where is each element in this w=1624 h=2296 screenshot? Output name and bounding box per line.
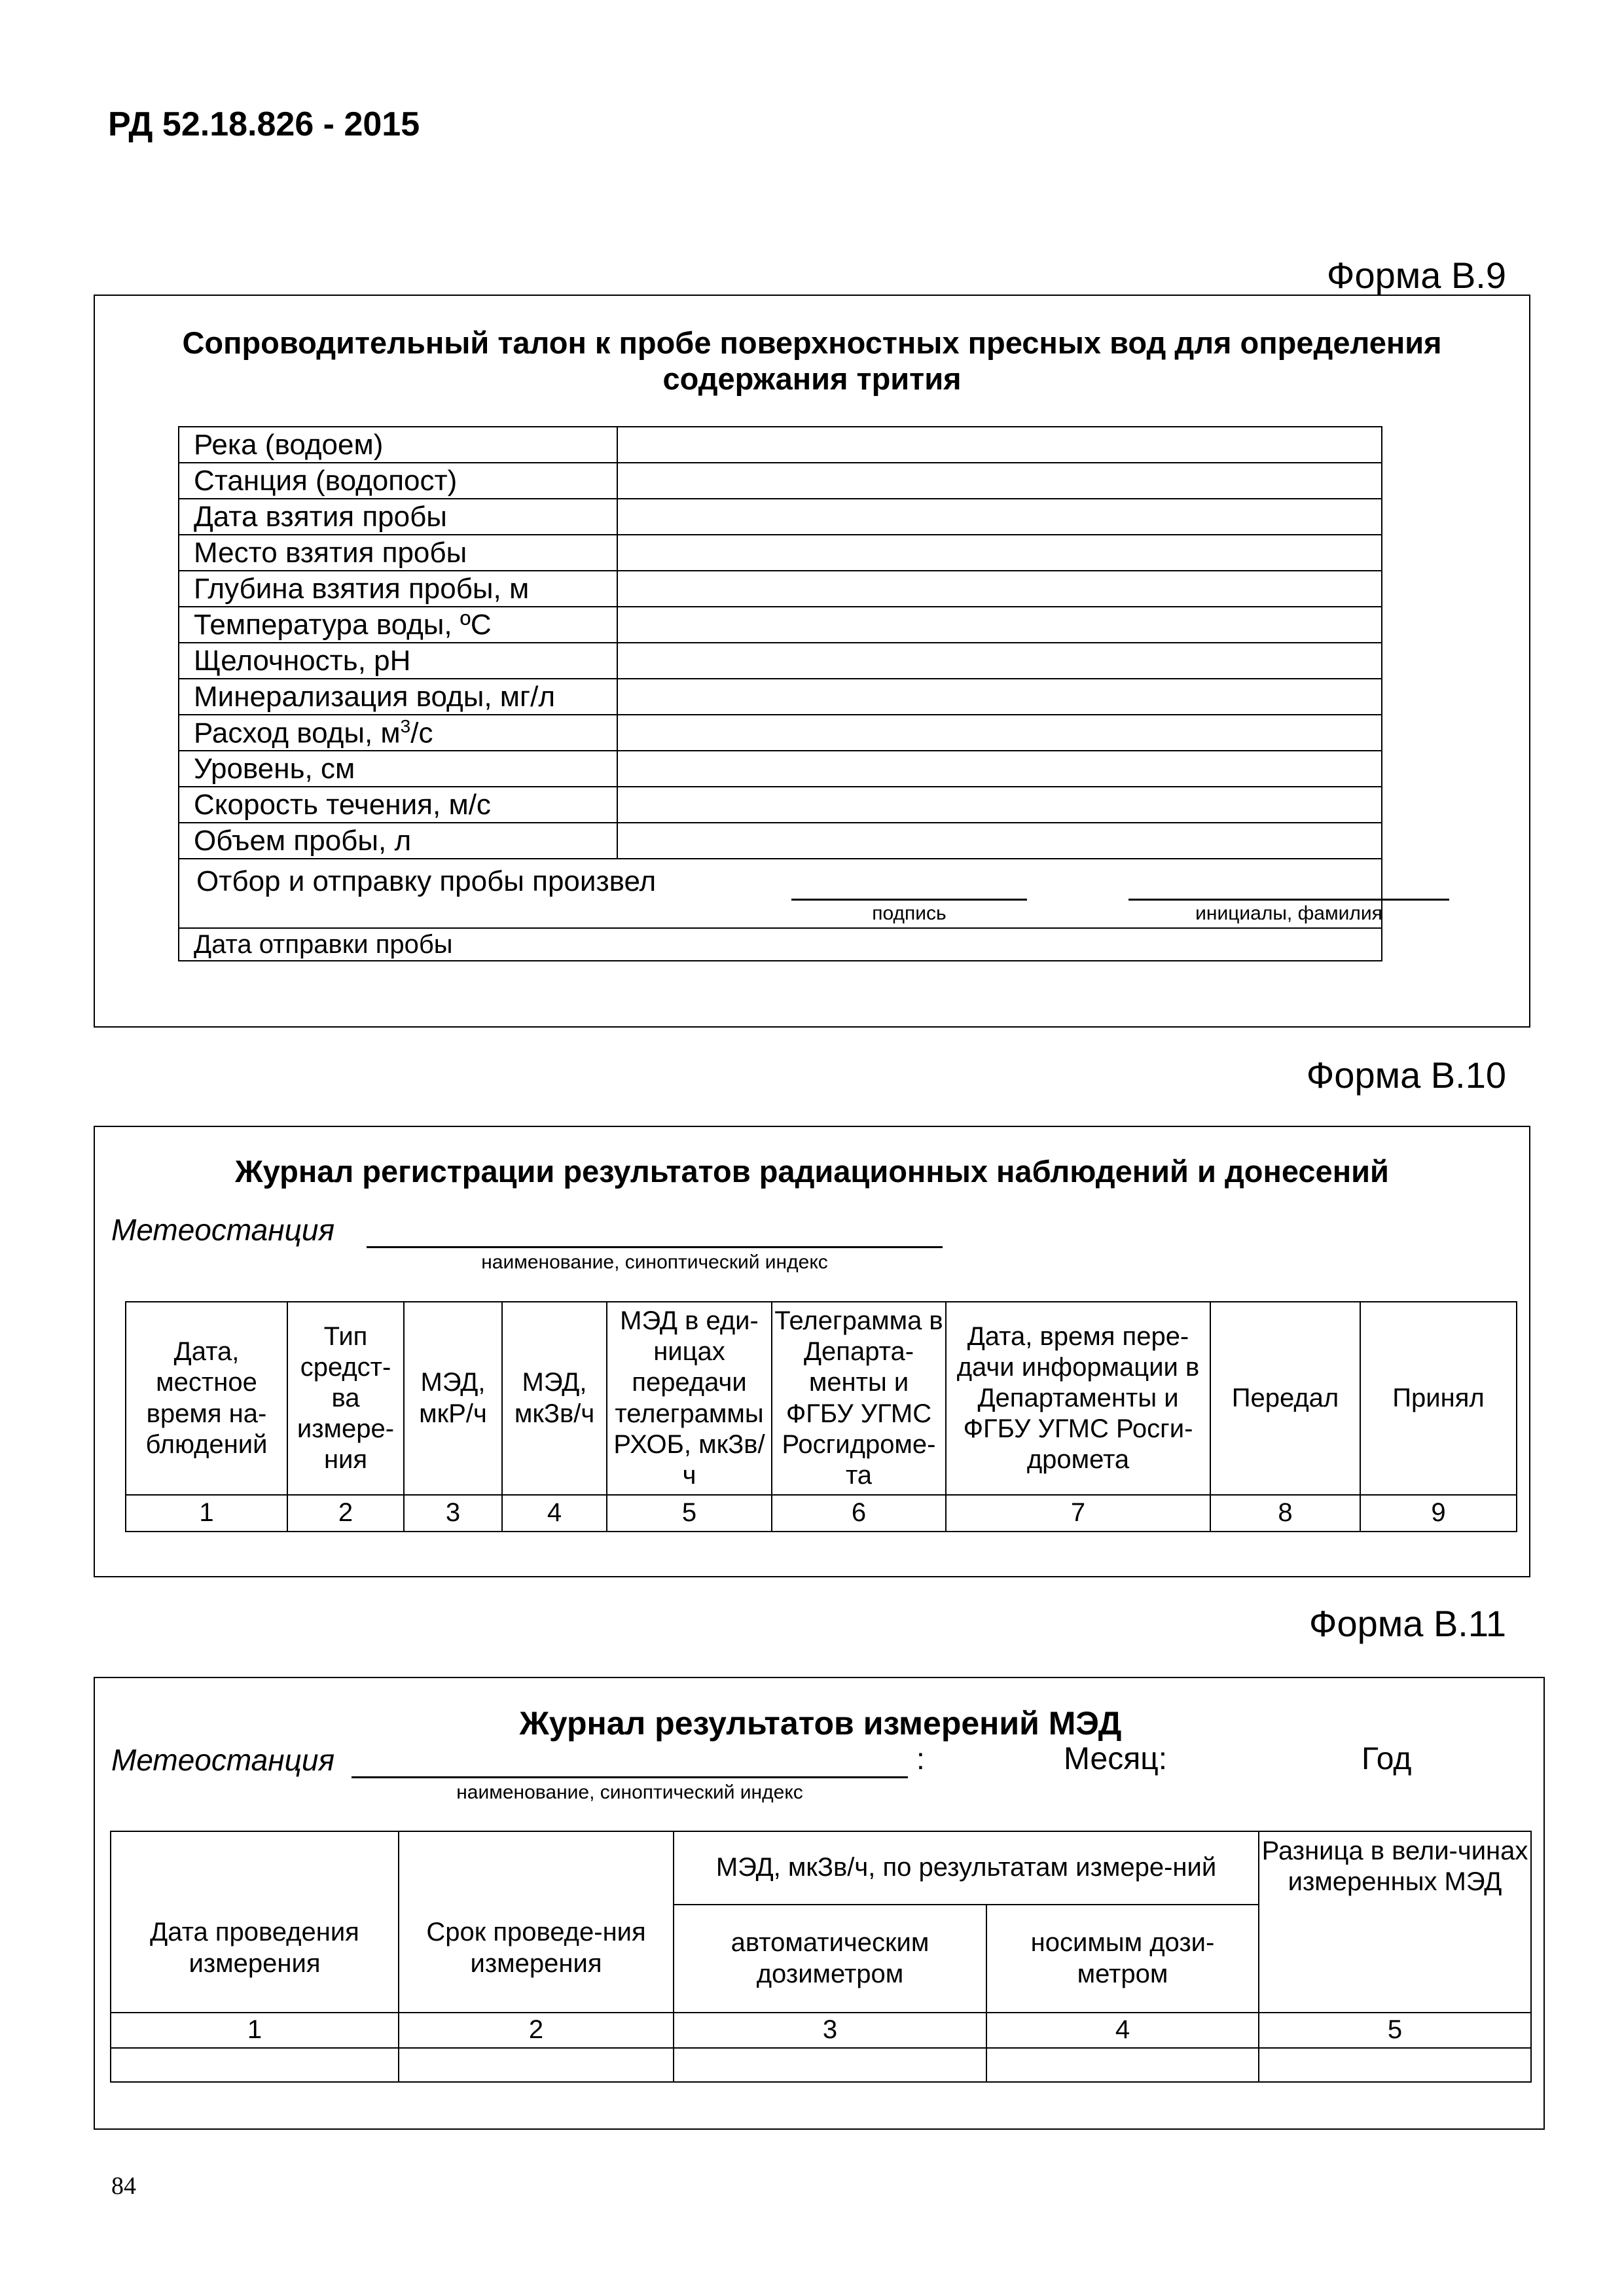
form-b11-station-line[interactable] bbox=[352, 1776, 908, 1778]
form-b9-row-value[interactable] bbox=[617, 751, 1382, 787]
form-b9-row-label: Место взятия пробы bbox=[179, 535, 617, 571]
form-b9-row-value[interactable] bbox=[617, 607, 1382, 643]
form-b11-colon: : bbox=[916, 1742, 925, 1776]
col-header: Тип средст-ва измере-ния bbox=[287, 1302, 404, 1495]
col-header-date: Дата проведения измерения bbox=[111, 1831, 399, 2013]
form-b11-header-row-1 bbox=[111, 1831, 1531, 1905]
form-b9-row-value[interactable] bbox=[617, 823, 1382, 859]
col-header: Телеграмма в Департа-менты и ФГБУ УГМС Росгидромe-та bbox=[772, 1302, 946, 1495]
col-header: Принял bbox=[1360, 1302, 1517, 1495]
col-number: 6 bbox=[772, 1495, 946, 1532]
signature-line[interactable] bbox=[791, 899, 1027, 901]
form-b9-title-line1: Сопроводительный талон к пробе поверхностных пресных вод для определения bbox=[182, 325, 1442, 360]
col-number: 5 bbox=[607, 1495, 772, 1532]
form-b9-row bbox=[179, 715, 1382, 751]
col-header: МЭД в еди-ницах передачи телеграммы РХОБ, мкЗв/ч bbox=[607, 1302, 772, 1495]
form-b11-number-row bbox=[111, 2013, 1531, 2048]
col-header-term: Срок проведе-ния измерения bbox=[399, 1831, 674, 2013]
col-header-group: МЭД, мкЗв/ч, по результатам измере-ний bbox=[674, 1831, 1259, 1905]
flow-suffix: /с bbox=[410, 717, 433, 749]
col-header-diff: Разница в вели-чинах измеренных МЭД bbox=[1259, 1831, 1531, 2013]
form-b11-frame bbox=[94, 1677, 1545, 2130]
form-b9-row-label: Уровень, см bbox=[179, 751, 617, 787]
form-b10-title: Журнал регистрации результатов радиационных наблюдений и донесений bbox=[235, 1154, 1389, 1189]
form-b9-row-label: Температура воды, ºС bbox=[179, 607, 617, 643]
form-b9-row bbox=[179, 427, 1382, 463]
form-b9-title bbox=[95, 325, 1529, 397]
document-header: РД 52.18.826 - 2015 bbox=[108, 105, 420, 143]
form-b9-send-date-row bbox=[179, 928, 1382, 961]
form-b10-frame bbox=[94, 1126, 1530, 1577]
col-number: 4 bbox=[502, 1495, 607, 1532]
form-b10-label: Форма В.10 bbox=[1306, 1054, 1506, 1096]
col-number: 2 bbox=[399, 2013, 674, 2048]
form-b9-row bbox=[179, 679, 1382, 715]
form-b9-row-value[interactable] bbox=[617, 715, 1382, 751]
empty-cell[interactable] bbox=[986, 2048, 1259, 2082]
col-number: 9 bbox=[1360, 1495, 1517, 1532]
form-b9-row-value[interactable] bbox=[617, 499, 1382, 535]
form-b9-label: Форма В.9 bbox=[1326, 255, 1506, 296]
form-b9-row-label: Объем пробы, л bbox=[179, 823, 617, 859]
col-header: Передал bbox=[1210, 1302, 1360, 1495]
form-b9-row bbox=[179, 643, 1382, 679]
form-b9-sender-row bbox=[179, 859, 1382, 928]
col-header: Дата, местное время на-блюдений bbox=[126, 1302, 287, 1495]
form-b11-table bbox=[110, 1831, 1532, 2083]
form-b9-row bbox=[179, 499, 1382, 535]
form-b9-row-value[interactable] bbox=[617, 571, 1382, 607]
form-b10-number-row bbox=[126, 1495, 1517, 1532]
form-b9-table bbox=[178, 426, 1382, 961]
form-b9-row bbox=[179, 463, 1382, 499]
col-number: 5 bbox=[1259, 2013, 1531, 2048]
form-b9-row-label: Щелочность, pH bbox=[179, 643, 617, 679]
form-b9-row-value[interactable] bbox=[617, 427, 1382, 463]
col-number: 8 bbox=[1210, 1495, 1360, 1532]
form-b9-row bbox=[179, 571, 1382, 607]
flow-superscript: 3 bbox=[400, 716, 411, 737]
initials-line[interactable] bbox=[1128, 899, 1449, 901]
col-number: 7 bbox=[946, 1495, 1210, 1532]
form-b9-row bbox=[179, 535, 1382, 571]
col-header-auto: автоматическим дозиметром bbox=[674, 1905, 986, 2013]
form-b10-station-label: Метеостанция bbox=[111, 1213, 335, 1247]
form-b9-row-label: Глубина взятия пробы, м bbox=[179, 571, 617, 607]
col-header: Дата, время пере-дачи информации в Департаменты и ФГБУ УГМС Росги-дромета bbox=[946, 1302, 1210, 1495]
form-b11-label: Форма В.11 bbox=[1308, 1603, 1506, 1644]
form-b10-table bbox=[125, 1301, 1517, 1532]
month-label: Месяц: bbox=[1064, 1742, 1168, 1776]
page-number: 84 bbox=[111, 2172, 136, 2200]
col-header: МЭД, мкЗв/ч bbox=[502, 1302, 607, 1495]
form-b9-frame bbox=[94, 295, 1530, 1028]
form-b9-row-value[interactable] bbox=[617, 787, 1382, 823]
form-b9-row-label: Дата взятия пробы bbox=[179, 499, 617, 535]
form-b11-station-caption: наименование, синоптический индекс bbox=[456, 1782, 803, 1803]
form-b9-row-label: Река (водоем) bbox=[179, 427, 617, 463]
form-b9-row bbox=[179, 823, 1382, 859]
form-b9-sender-cell bbox=[179, 859, 1382, 928]
form-b11-station-label: Метеостанция bbox=[111, 1743, 335, 1777]
flow-label: Расход воды, м bbox=[194, 717, 401, 749]
form-b9-row bbox=[179, 751, 1382, 787]
initials-caption: инициалы, фамилия bbox=[1195, 903, 1382, 924]
col-number: 1 bbox=[111, 2013, 399, 2048]
form-b11-title: Журнал результатов измерений МЭД bbox=[519, 1705, 1122, 1742]
empty-cell[interactable] bbox=[111, 2048, 399, 2082]
form-b10-station-line[interactable] bbox=[367, 1246, 943, 1248]
col-header: МЭД, мкР/ч bbox=[404, 1302, 502, 1495]
empty-cell[interactable] bbox=[1259, 2048, 1531, 2082]
empty-cell[interactable] bbox=[674, 2048, 986, 2082]
send-date-label: Дата отправки пробы bbox=[179, 928, 1382, 961]
col-number: 1 bbox=[126, 1495, 287, 1532]
year-label: Год bbox=[1362, 1742, 1412, 1776]
form-b9-row-value[interactable] bbox=[617, 679, 1382, 715]
col-header-portable: носимым дози-метром bbox=[986, 1905, 1259, 2013]
form-b9-row-label: Минерализация воды, мг/л bbox=[179, 679, 617, 715]
col-number: 2 bbox=[287, 1495, 404, 1532]
empty-cell[interactable] bbox=[399, 2048, 674, 2082]
col-number: 4 bbox=[986, 2013, 1259, 2048]
form-b9-row-label: Скорость течения, м/с bbox=[179, 787, 617, 823]
form-b9-row-label: Станция (водопост) bbox=[179, 463, 617, 499]
col-number: 3 bbox=[404, 1495, 502, 1532]
form-b9-row-value[interactable] bbox=[617, 535, 1382, 571]
signature-caption: подпись bbox=[872, 903, 947, 924]
form-b11-empty-row bbox=[111, 2048, 1531, 2082]
form-b9-row bbox=[179, 607, 1382, 643]
sender-label: Отбор и отправку пробы произвел bbox=[196, 865, 657, 897]
form-b9-row-value[interactable] bbox=[617, 463, 1382, 499]
form-b10-station-caption: наименование, синоптический индекс bbox=[481, 1251, 828, 1273]
col-number: 3 bbox=[674, 2013, 986, 2048]
form-b9-row bbox=[179, 787, 1382, 823]
form-b9-title-line2: содержания трития bbox=[662, 361, 962, 397]
form-b9-row-label bbox=[179, 715, 617, 751]
form-b10-header-row bbox=[126, 1302, 1517, 1495]
form-b9-row-value[interactable] bbox=[617, 643, 1382, 679]
